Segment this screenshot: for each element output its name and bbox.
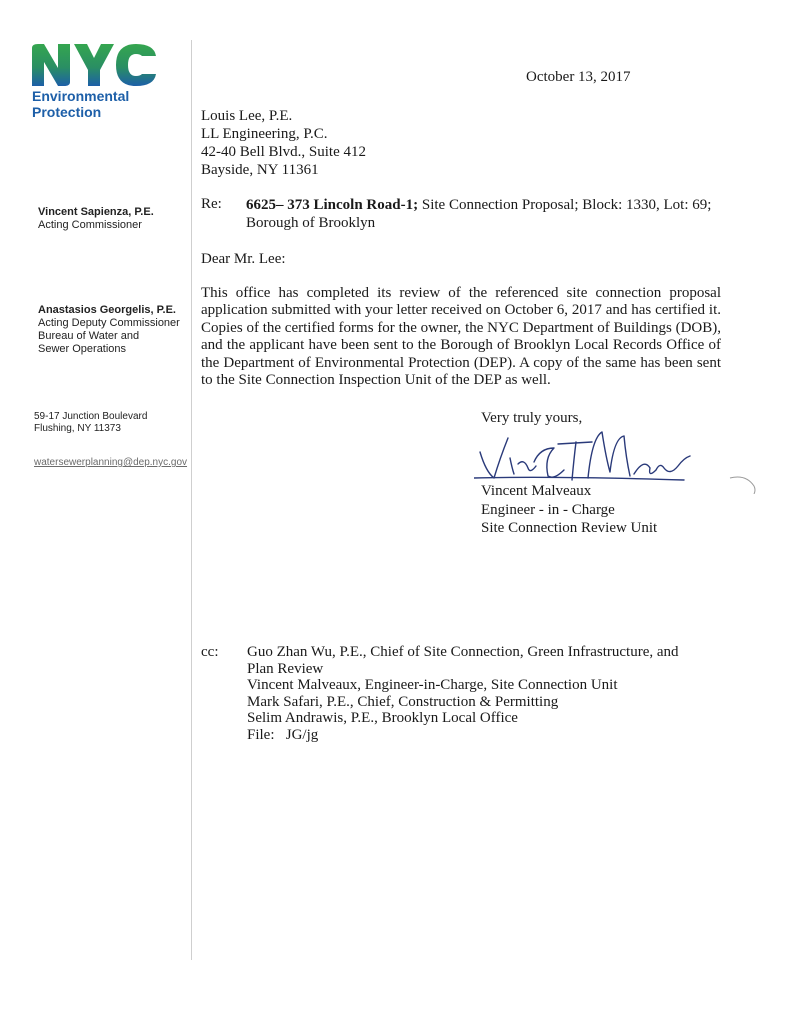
commissioner-title: Acting Commissioner [38,219,142,231]
deputy-title: Acting Deputy Commissioner [38,317,180,329]
cc-entry: Vincent Malveaux, Engineer-in-Charge, Site Connection Unit [247,677,618,693]
commissioner-block [38,206,154,232]
nyc-logo-icon [30,42,158,88]
sidebar-divider [191,40,192,960]
deputy-block [38,304,180,356]
letter-date: October 13, 2017 [526,69,631,85]
recipient-address [201,107,366,179]
cc-entry: Plan Review [247,660,324,677]
agency-name [32,88,129,120]
cc-entry: File: JG/jg [247,726,319,743]
re-label: Re: [201,196,222,212]
re-subject [246,196,726,232]
recipient-line: 42-40 Bell Blvd., Suite 412 [201,144,366,160]
recipient-line: LL Engineering, P.C. [201,126,328,142]
bureau-line-1: Bureau of Water and [38,330,140,342]
commissioner-name: Vincent Sapienza, P.E. [38,206,154,218]
email-link[interactable]: watersewerplanning@dep.nyc.gov [34,457,188,468]
signer-block [481,482,657,538]
office-address-line-2: Flushing, NY 11373 [34,423,121,434]
office-address [34,411,147,435]
signer-name: Vincent Malveaux [481,483,592,499]
body-paragraph: This office has completed its review of the referenced site connection proposal application submitted with your letter received on October 6, 2017 and has certified it. Copies of the certified forms for the owner, the NYC Department of Buildings (DOB), and the applicant have been sent to the Borough of Brooklyn Local Records Office of the Department of Environmental Protection (DEP). A copy of the same has been sent to the Site Connection Inspection Unit of the DEP as well. [201,285,721,389]
recipient-line: Louis Lee, P.E. [201,108,293,124]
salutation: Dear Mr. Lee: [201,251,286,267]
cc-entry: Guo Zhan Wu, P.E., Chief of Site Connection, Green Infrastructure, and [247,644,679,660]
agency-line-1: Environmental [32,88,130,104]
cc-list [247,644,717,743]
cc-entry: Mark Safari, P.E., Chief, Construction & Permitting [247,693,559,710]
scan-mark [728,472,758,494]
signer-unit: Site Connection Review Unit [481,520,658,536]
deputy-name: Anastasios Georgelis, P.E. [38,304,176,316]
re-subject-bold: 6625– 373 Lincoln Road-1; [246,197,419,213]
cc-label: cc: [201,644,219,660]
office-address-line-1: 59-17 Junction Boulevard [34,411,148,422]
re-subject-rest: Site Connection Proposal; Block: 1330, Lot: 69; Borough of Brooklyn [246,197,712,231]
signer-title: Engineer - in - Charge [481,501,615,518]
recipient-line: Bayside, NY 11361 [201,162,319,178]
bureau-line-2: Sewer Operations [38,343,127,355]
cc-entry: Selim Andrawis, P.E., Brooklyn Local Office [247,710,518,726]
closing: Very truly yours, [481,410,583,426]
agency-line-2: Protection [32,104,102,120]
